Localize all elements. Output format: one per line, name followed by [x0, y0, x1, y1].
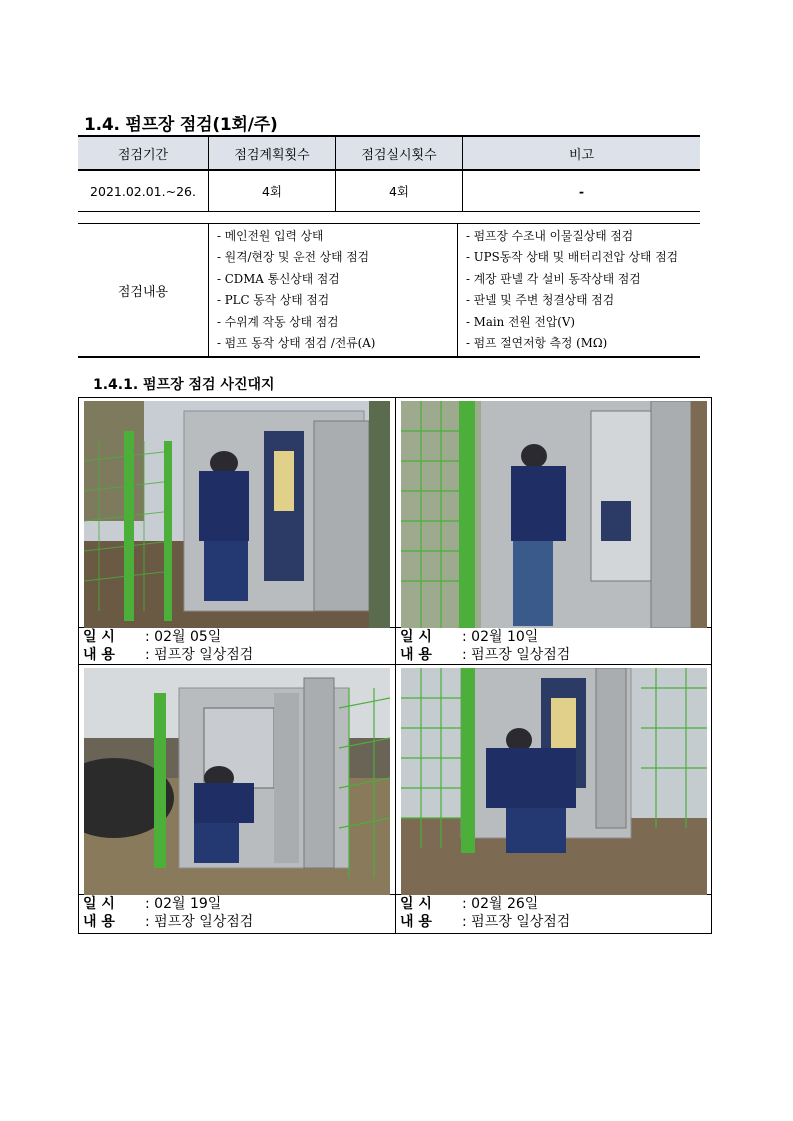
content-label: 내 용 [83, 647, 115, 663]
content-label: 내 용 [400, 914, 432, 930]
photo-content-caption [83, 914, 253, 931]
summary-header-row [78, 136, 700, 170]
content-table [78, 223, 700, 358]
content-value: : 펌프장 일상점검 [462, 647, 571, 663]
inspection-photo [84, 668, 390, 895]
date-value: : 02월 26일 [462, 896, 539, 912]
content-left-column [209, 224, 458, 358]
cell-period: 2021.02.01.~26. [78, 170, 209, 212]
check-item: - UPS동작 상태 및 배터리전압 상태 점검 [466, 250, 678, 265]
content-label: 점검내용 [78, 224, 209, 358]
check-item: - 펌프 동작 상태 점검 /전류(A) [217, 336, 376, 351]
date-label: 일 시 [83, 896, 115, 912]
date-value: : 02월 19일 [145, 896, 222, 912]
photo-grid [78, 397, 712, 934]
photo-section-title: 1.4.1. 펌프장 점검 사진대지 [93, 377, 275, 393]
cell-planned: 4회 [209, 170, 336, 212]
photo-content-caption [83, 647, 253, 664]
header-planned: 점검계획횟수 [209, 136, 336, 170]
date-label: 일 시 [83, 629, 115, 645]
content-value: : 펌프장 일상점검 [462, 914, 571, 930]
check-item: - 판넬 및 주변 청결상태 점검 [466, 293, 615, 308]
header-remarks: 비고 [463, 136, 701, 170]
content-right-column [458, 224, 701, 358]
check-item: - 펌프 절연저항 측정 (MΩ) [466, 336, 608, 351]
header-period: 점검기간 [78, 136, 209, 170]
photo-content-caption [400, 914, 570, 931]
check-item: - Main 전원 전압(V) [466, 314, 576, 329]
check-item: - 펌프장 수조내 이물질상태 점검 [466, 229, 634, 243]
cell-actual: 4회 [336, 170, 463, 212]
date-label: 일 시 [400, 629, 432, 645]
content-value: : 펌프장 일상점검 [145, 914, 254, 930]
summary-data-row [78, 170, 700, 212]
date-value: : 02월 10일 [462, 629, 539, 645]
header-actual: 점검실시횟수 [336, 136, 463, 170]
photo-date-caption [83, 896, 221, 913]
photo-date-caption [83, 629, 221, 646]
photo-date-caption [400, 896, 538, 913]
inspection-photo [84, 401, 390, 628]
date-label: 일 시 [400, 896, 432, 912]
check-item: - CDMA 통신상태 점검 [217, 271, 340, 286]
section-title: 1.4. 펌프장 점검(1회/주) [84, 115, 278, 135]
check-item: - 원격/현장 및 운전 상태 점검 [217, 250, 370, 265]
photo-date-caption [400, 629, 538, 646]
cell-remarks: - [463, 170, 701, 212]
content-label: 내 용 [83, 914, 115, 930]
content-value: : 펌프장 일상점검 [145, 647, 254, 663]
check-item: - 수위계 작동 상태 점검 [217, 314, 339, 329]
check-item: - 메인전원 입력 상태 [217, 229, 324, 243]
inspection-photo [401, 668, 707, 895]
photo-content-caption [400, 647, 570, 664]
check-item: - 계장 판넬 각 설비 동작상태 점검 [466, 271, 641, 286]
summary-table [78, 135, 700, 212]
date-value: : 02월 05일 [145, 629, 222, 645]
check-item: - PLC 동작 상태 점검 [217, 293, 330, 308]
inspection-photo [401, 401, 707, 628]
content-label: 내 용 [400, 647, 432, 663]
